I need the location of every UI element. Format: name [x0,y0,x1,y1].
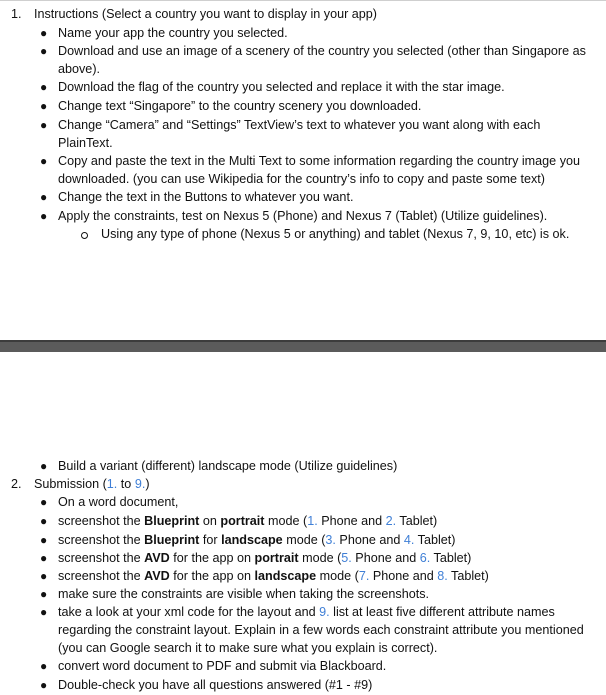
submission-item: convert word document to PDF and submit via Blackboard. [58,659,387,673]
submission-item: screenshot the Blueprint on portrait mode (1. Phone and 2. Tablet) [58,514,438,528]
submission-item: make sure the constraints are visible when taking the screenshots. [58,587,430,601]
bullet-icon: ● [40,190,48,204]
bullet-icon: ● [40,533,48,547]
submission-item: take a look at your xml code for the layout and 9. list at least five different attribute names [58,605,555,619]
submission-item-continued: (you can Google search it to make sure what you explain is correct). [58,641,438,655]
bullet-icon: ● [40,495,48,509]
submission-item: On a word document, [58,495,179,509]
page-separator [0,340,606,352]
bullet-icon: ● [40,154,48,168]
instruction-item: Download the flag of the country you selected and replace it with the star image. [58,80,505,94]
bullet-icon: ● [40,551,48,565]
instruction-item: Name your app the country you selected. [58,26,288,40]
bullet-icon: ● [40,26,48,40]
bullet-icon: ● [40,605,48,619]
page-top-border [0,0,606,1]
instruction-item: Download and use an image of a scenery of the country you selected (other than Singapore as [58,44,586,58]
bullet-icon: ● [40,569,48,583]
bullet-icon: ● [40,209,48,223]
submission-item: Double-check you have all questions answered (#1 - #9) [58,678,373,692]
instruction-item: Copy and paste the text in the Multi Text to some information regarding the country image you [58,154,580,168]
document-page-1 [0,0,606,340]
instruction-item-continued: PlainText. [58,136,113,150]
bullet-icon: ● [40,80,48,94]
variant-item: Build a variant (different) landscape mode (Utilize guidelines) [58,459,398,473]
submission-item: screenshot the AVD for the app on portrait mode (5. Phone and 6. Tablet) [58,551,472,565]
section-1-number: 1. [11,7,22,21]
instruction-item: Change “Camera” and “Settings” TextView’s text to whatever you want along with each [58,118,541,132]
instruction-item: Change the text in the Buttons to whatever you want. [58,190,354,204]
bullet-icon: ● [40,118,48,132]
hollow-bullet-icon [81,232,88,239]
section-2-number: 2. [11,477,22,491]
instruction-item-continued: above). [58,62,101,76]
section-1-heading: Instructions (Select a country you want to display in your app) [34,7,378,21]
bullet-icon: ● [40,459,48,473]
bullet-icon: ● [40,514,48,528]
bullet-icon: ● [40,44,48,58]
instruction-item-continued: downloaded. (you can use Wikipedia for the country’s info to copy and paste some text) [58,172,545,186]
bullet-icon: ● [40,587,48,601]
submission-item-continued: regarding the constraint layout. Explain in a few words each constraint attribute you mentioned [58,623,584,637]
bullet-icon: ● [40,678,48,692]
instruction-item: Change text “Singapore” to the country scenery you downloaded. [58,99,422,113]
section-2-heading: Submission (1. to 9.) [34,477,150,491]
bullet-icon: ● [40,99,48,113]
bullet-icon: ● [40,659,48,673]
document-page-2 [0,352,606,695]
instruction-item: Apply the constraints, test on Nexus 5 (Phone) and Nexus 7 (Tablet) (Utilize guidelines). [58,209,548,223]
submission-item: screenshot the Blueprint for landscape mode (3. Phone and 4. Tablet) [58,533,456,547]
submission-item: screenshot the AVD for the app on landscape mode (7. Phone and 8. Tablet) [58,569,489,583]
instruction-subitem: Using any type of phone (Nexus 5 or anything) and tablet (Nexus 7, 9, 10, etc) is ok. [101,227,570,241]
